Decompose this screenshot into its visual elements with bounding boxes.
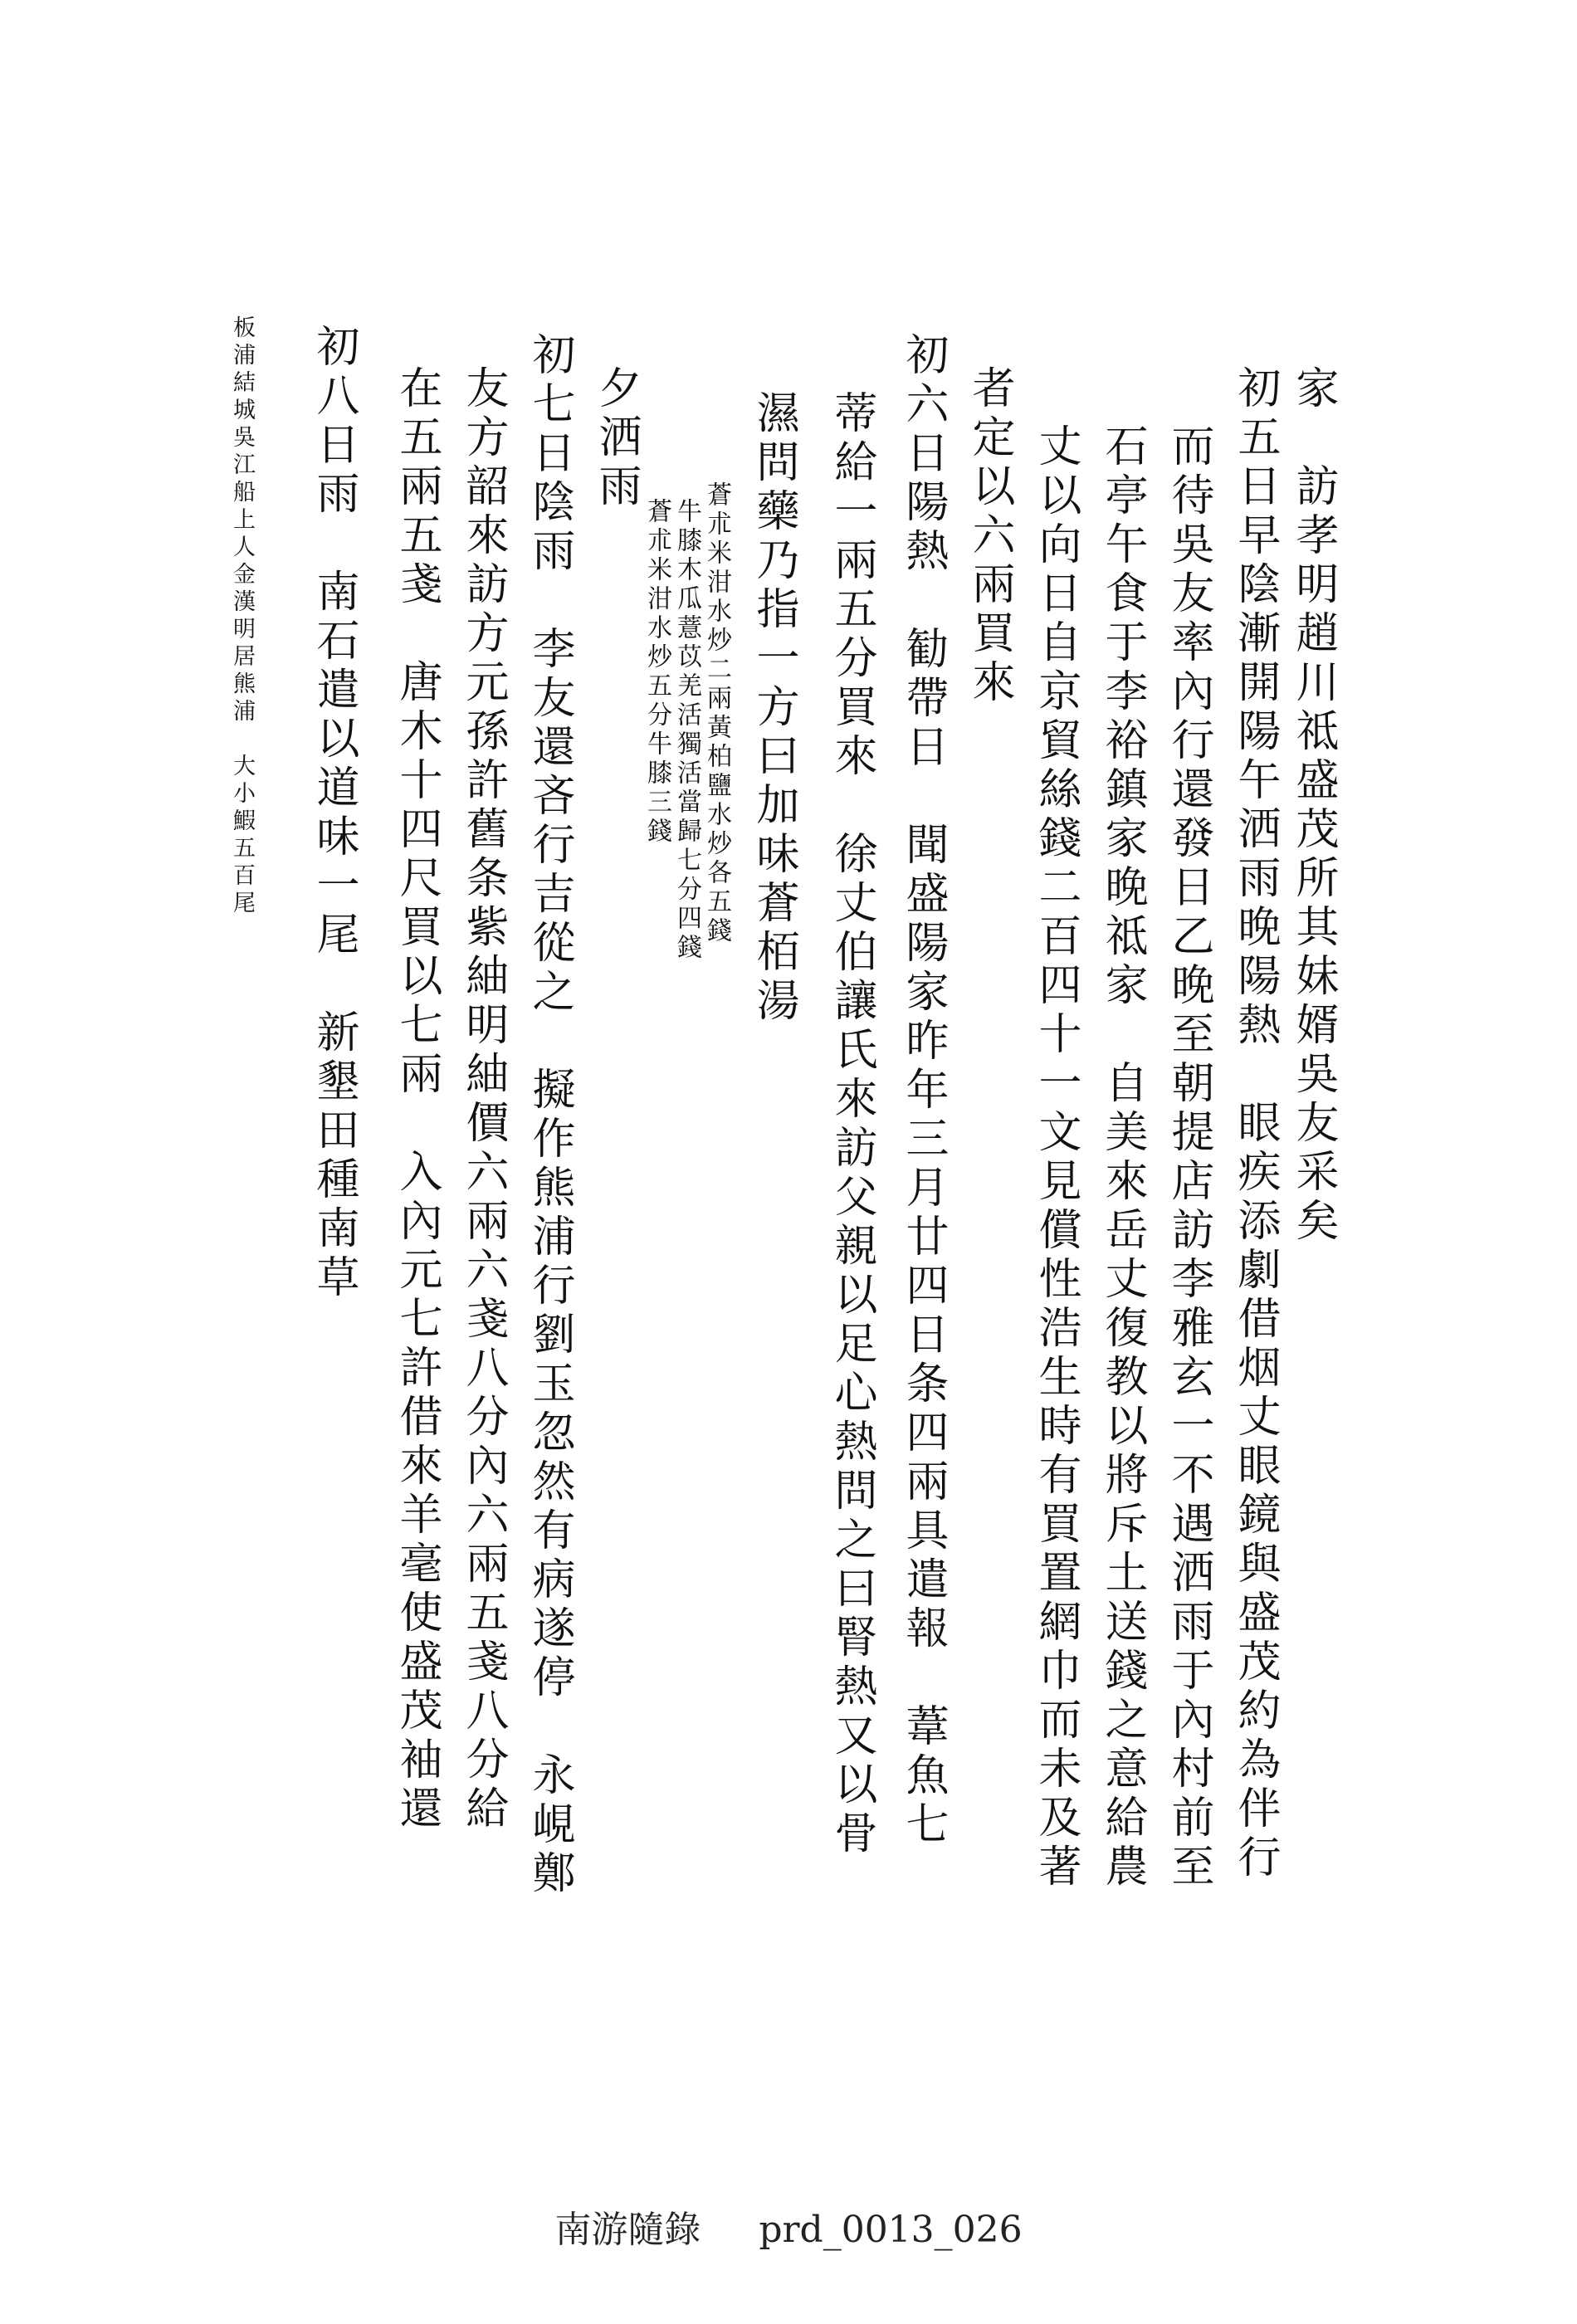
page-footer [0,2200,1577,2253]
manuscript-line: 而待吳友率內行還發日乙晚至朝提店訪李雅玄一不遇洒雨于內村前至 [1164,423,1213,1892]
manuscript-line: 丈以向日自京貿絲錢二百四十一文見償性浩生時有買置網巾而未及著 [1031,423,1081,1892]
recipe-note-line: 蒼朮米泔水炒五分牛膝三錢 [642,498,671,847]
manuscript-line: 友方韶來訪方元孫許舊条紫紬明紬價六兩六戔八分內六兩五戔八分給 [458,365,508,1834]
manuscript-line: 濕問藥乃指一方曰加味蒼栢湯 [749,390,798,1027]
manuscript-line: 在五兩五戔 唐木十四尺買以七兩 入內元七許借來羊毫使盛茂袖還 [392,365,442,1834]
manuscript-line: 蒂給一兩五分買來 徐丈伯讓氏來訪父親以足心熱問之曰腎熱又以骨 [827,390,876,1859]
manuscript-line: 者定以六兩買來 [964,365,1014,708]
marginal-note-line: 板浦結城吳江船上人金漢明居熊浦 大小鰕五百尾 [229,315,255,918]
recipe-note-line: 蒼朮米泔水炒二兩黃柏鹽水炒各五錢 [702,481,731,946]
manuscript-line: 初五日早陰漸開陽午洒雨晚陽熱 眼疾添劇借烟丈眼鏡與盛茂約為伴行 [1230,365,1280,1883]
manuscript-line: 石亭午食于李裕鎮家晚祗家 自美來岳丈復教以將斥土送錢之意給農 [1097,423,1147,1892]
manuscript-line: 初六日陽熱 勧帶日 聞盛陽家昨年三月廿四日条四兩具遣報 葦魚七 [898,332,948,1850]
recipe-note-line: 牛膝木瓜薏苡羌活獨活當歸七分四錢 [672,498,701,963]
manuscript-line: 家 訪孝明趙川祗盛茂所其妹婿吳友采矣 [1288,365,1338,1247]
page-id: prd_0013_026 [759,2209,1023,2251]
manuscript-line: 夕洒雨 [591,365,641,512]
manuscript-line: 初八日雨 南石遣以道味一尾 新墾田種南草 [309,324,359,1303]
manuscript-line: 初七日陰雨 李友還吝行吉從之 擬作熊浦行劉玉忽然有病遂停 永峴鄭 [525,332,574,1899]
book-title: 南游隨錄 [554,2209,701,2251]
